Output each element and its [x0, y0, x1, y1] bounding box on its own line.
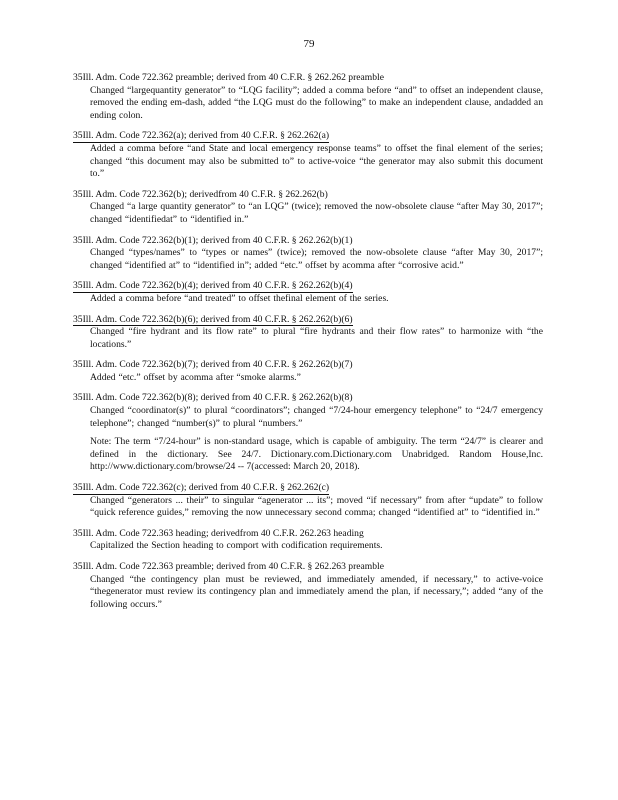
- entry-citation-heading: 35Ill. Adm. Code 722.363 heading; derivedfrom 40 C.F.R. 262.263 heading: [73, 527, 364, 539]
- entry-citation-heading: 35Ill. Adm. Code 722.362(b)(6); derived from 40 C.F.R. § 262.262(b)(6): [73, 313, 353, 325]
- change-entry: [73, 314, 543, 352]
- entry-citation-heading: 35Ill. Adm. Code 722.362(b); derivedfrom 40 C.F.R. § 262.262(b): [73, 188, 328, 200]
- entry-citation-heading: 35Ill. Adm. Code 722.362(c); derived from 40 C.F.R. § 262.262(c): [73, 482, 330, 494]
- change-entry: [73, 72, 543, 122]
- entry-description: Changed “largequantity generator” to “LQG facility”; added a comma before “and” to offset an independent clause, removed the ending em-dash, added “the LQG must do the following” to make an independent clause, andadded an ending colon.: [90, 84, 543, 121]
- entry-citation-heading: 35Ill. Adm. Code 722.362(b)(4); derived from 40 C.F.R. § 262.262(b)(4): [73, 280, 353, 292]
- entry-description: Added “etc.” offset by acomma after “smoke alarms.”: [90, 371, 301, 383]
- entry-description: Changed “a large quantity generator” to “an LQG” (twice); removed the now-obsolete clause “after May 30, 2017”; changed “identifiedat” to “identified in.”: [90, 201, 543, 225]
- change-entry: [73, 130, 543, 180]
- entry-description: Added a comma before “and treated” to offset thefinal element of the series.: [90, 292, 389, 304]
- entry-note: Note: The term “7/24-hour” is non-standard usage, which is capable of ambiguity. The term “24/7” is clearer and defined in the dictionary. See 24/7. Dictionary.com.Dictionary.com Unabridged. Random House,Inc. http://www.dictionary.com/browse/24 -- 7(accessed: March 20, 2018).: [90, 436, 543, 473]
- change-entry: [73, 280, 543, 305]
- change-entry: [73, 482, 543, 520]
- entry-citation-heading: 35Ill. Adm. Code 722.362(b)(7); derived from 40 C.F.R. § 262.262(b)(7): [73, 359, 353, 371]
- entry-description: Added a comma before “and State and local emergency response teams” to offset the final element of the series; changed “this document may also be submitted to” to active-voice “the generator may also submit this document to.”: [90, 142, 543, 180]
- entry-description: Capitalized the Section heading to comport with codification requirements.: [90, 540, 383, 552]
- change-entry: [73, 235, 543, 273]
- entry-citation-heading: 35Ill. Adm. Code 722.362(a); derived from 40 C.F.R. § 262.262(a): [73, 130, 330, 142]
- change-list: [73, 72, 543, 619]
- change-entry: [73, 392, 543, 474]
- entry-citation-heading: 35Ill. Adm. Code 722.362(b)(8); derived from 40 C.F.R. § 262.262(b)(8): [73, 392, 353, 404]
- entry-description: Changed “generators ... their” to singular “agenerator ... its”; moved “if necessary” from after “update” to follow “quick reference guides,” removing the now unnecessary second comma; changed “identified at” to “identified in.”: [90, 494, 543, 519]
- entry-citation-heading: 35Ill. Adm. Code 722.362 preamble; derived from 40 C.F.R. § 262.262 preamble: [73, 72, 384, 83]
- change-entry: [73, 528, 543, 553]
- entry-citation-heading: 35Ill. Adm. Code 722.362(b)(1); derived from 40 C.F.R. § 262.262(b)(1): [73, 234, 353, 246]
- entry-citation-heading: 35Ill. Adm. Code 722.363 preamble; derived from 40 C.F.R. § 262.263 preamble: [73, 561, 384, 572]
- entry-description: Changed “coordinator(s)” to plural “coordinators”; changed “7/24-hour emergency telephone” to “24/7 emergency telephone”; changed “number(s)” to plural “numbers.”: [90, 405, 543, 429]
- entry-description: Changed “types/names” to “types or names” (twice); removed the now-obsolete clause “after May 30, 2017”; changed “identified at” to “identified in”; added “etc.” offset by acomma after “corrosive acid.”: [90, 247, 543, 271]
- page-number: 79: [303, 38, 315, 50]
- entry-description: Changed “fire hydrant and its flow rate” to plural “fire hydrants and their flow rates” to harmonize with “the locations.”: [90, 326, 543, 350]
- entry-description: Changed “the contingency plan must be reviewed, and immediately amended, if necessary,” to active-voice “thegenerator must review its contingency plan and immediately amend the plan, if necessary,”; added “any of the following occurs.”: [90, 573, 543, 610]
- change-entry: [73, 359, 543, 384]
- change-entry: [73, 189, 543, 227]
- change-entry: [73, 561, 543, 611]
